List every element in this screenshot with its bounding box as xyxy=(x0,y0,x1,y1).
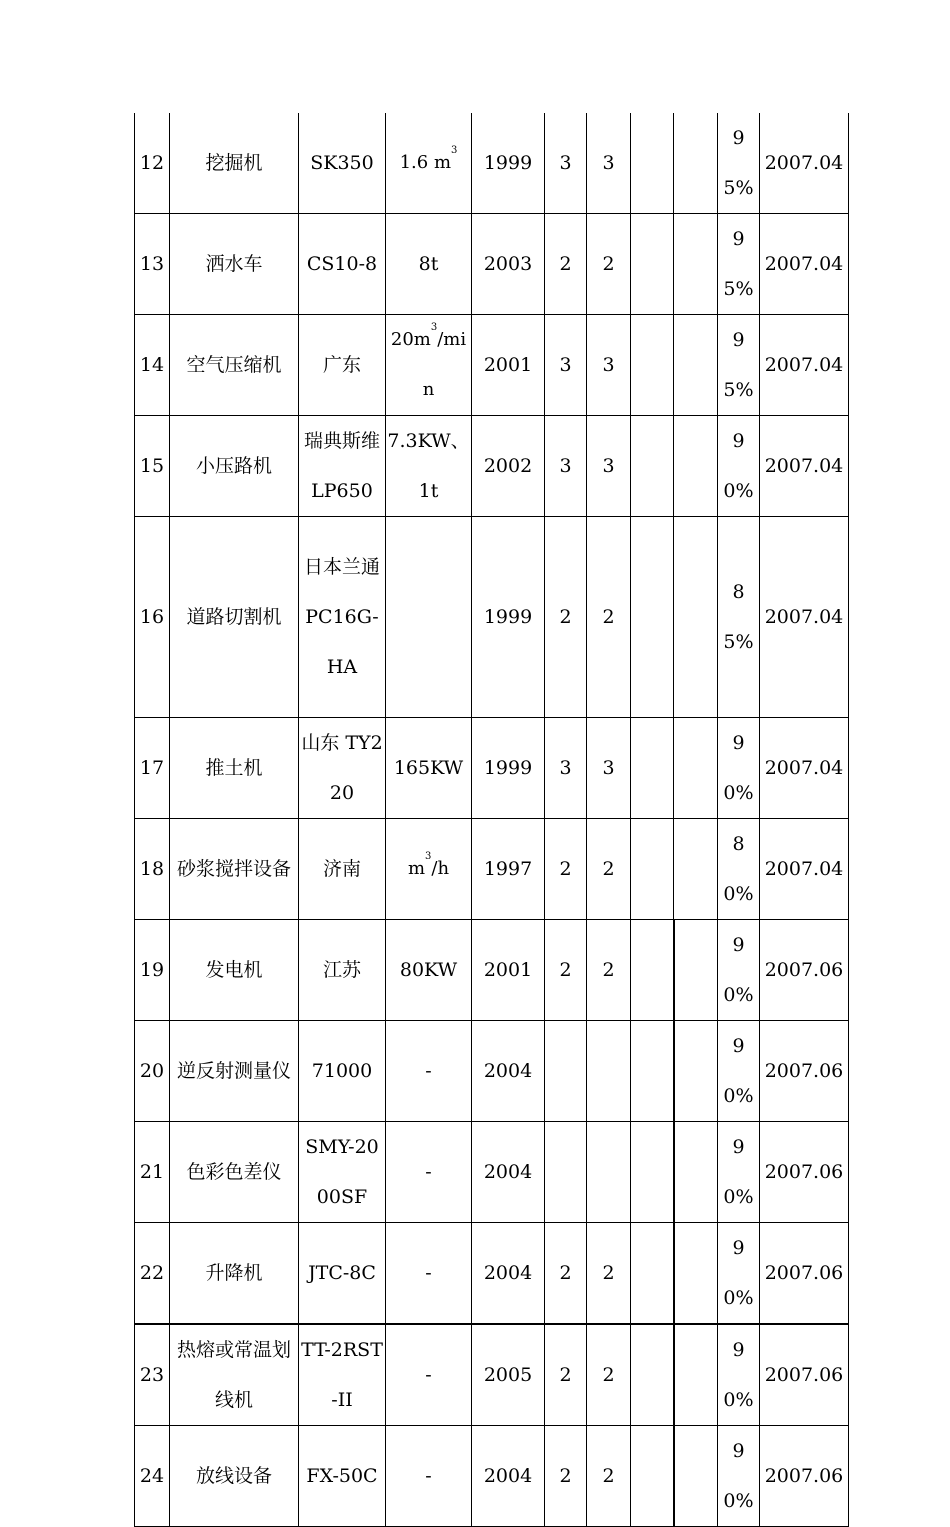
empty-cell xyxy=(674,1021,718,1122)
year: 2004 xyxy=(472,1021,545,1122)
year: 2004 xyxy=(472,1122,545,1223)
condition-rate: 90% xyxy=(718,718,760,819)
year: 1999 xyxy=(472,718,545,819)
model: 瑞典斯维 LP650 xyxy=(299,416,386,517)
empty-cell xyxy=(674,819,718,920)
row-number: 16 xyxy=(135,517,170,718)
equipment-name: 升降机 xyxy=(170,1223,299,1325)
spec: - xyxy=(386,1426,472,1527)
table-row xyxy=(135,1122,849,1223)
year: 1999 xyxy=(472,517,545,718)
quantity-a: 3 xyxy=(545,718,587,819)
condition-rate: 80% xyxy=(718,819,760,920)
spec xyxy=(386,517,472,718)
year: 2001 xyxy=(472,920,545,1021)
table-row xyxy=(135,1021,849,1122)
row-number: 15 xyxy=(135,416,170,517)
condition-rate: 90% xyxy=(718,1324,760,1426)
table-row xyxy=(135,517,849,718)
condition-rate: 85% xyxy=(718,517,760,718)
quantity-b xyxy=(587,1122,631,1223)
empty-cell xyxy=(674,315,718,416)
empty-cell xyxy=(631,416,674,517)
spec: 80KW xyxy=(386,920,472,1021)
date: 2007.06 xyxy=(760,1223,849,1325)
quantity-a: 2 xyxy=(545,1426,587,1527)
model: 江苏 xyxy=(299,920,386,1021)
condition-rate: 90% xyxy=(718,1223,760,1325)
quantity-b xyxy=(587,1021,631,1122)
quantity-b: 2 xyxy=(587,1324,631,1426)
row-number: 22 xyxy=(135,1223,170,1325)
quantity-b: 3 xyxy=(587,718,631,819)
date: 2007.04 xyxy=(760,819,849,920)
year: 2004 xyxy=(472,1223,545,1325)
table-row xyxy=(135,315,849,416)
equipment-name: 砂浆搅拌设备 xyxy=(170,819,299,920)
date: 2007.06 xyxy=(760,920,849,1021)
model: 济南 xyxy=(299,819,386,920)
equipment-name: 发电机 xyxy=(170,920,299,1021)
equipment-table xyxy=(134,113,849,1527)
spec: 1.6 $m^3$ xyxy=(386,113,472,214)
empty-cell xyxy=(631,1122,674,1223)
quantity-b: 2 xyxy=(587,517,631,718)
row-number: 20 xyxy=(135,1021,170,1122)
year: 2002 xyxy=(472,416,545,517)
condition-rate: 95% xyxy=(718,214,760,315)
equipment-name: 挖掘机 xyxy=(170,113,299,214)
quantity-b: 2 xyxy=(587,214,631,315)
empty-cell xyxy=(674,718,718,819)
empty-cell xyxy=(674,517,718,718)
date: 2007.04 xyxy=(760,718,849,819)
quantity-a: 2 xyxy=(545,819,587,920)
condition-rate: 90% xyxy=(718,1426,760,1527)
date: 2007.04 xyxy=(760,315,849,416)
quantity-a xyxy=(545,1122,587,1223)
empty-cell xyxy=(631,718,674,819)
empty-cell xyxy=(674,1426,718,1527)
condition-rate: 95% xyxy=(718,113,760,214)
quantity-b: 2 xyxy=(587,1426,631,1527)
row-number: 18 xyxy=(135,819,170,920)
model: JTC-8C xyxy=(299,1223,386,1325)
spec: - xyxy=(386,1021,472,1122)
quantity-a: 2 xyxy=(545,920,587,1021)
table-row xyxy=(135,214,849,315)
model: SMY-2000SF xyxy=(299,1122,386,1223)
empty-cell xyxy=(631,1426,674,1527)
empty-cell xyxy=(674,416,718,517)
equipment-name: 放线设备 xyxy=(170,1426,299,1527)
row-number: 17 xyxy=(135,718,170,819)
year: 2005 xyxy=(472,1324,545,1426)
table-row xyxy=(135,1324,849,1426)
equipment-name: 热熔或常温划线机 xyxy=(170,1324,299,1426)
condition-rate: 90% xyxy=(718,1021,760,1122)
quantity-b: 2 xyxy=(587,819,631,920)
empty-cell xyxy=(674,1122,718,1223)
year: 2003 xyxy=(472,214,545,315)
date: 2007.06 xyxy=(760,1426,849,1527)
condition-rate: 90% xyxy=(718,920,760,1021)
equipment-name: 空气压缩机 xyxy=(170,315,299,416)
empty-cell xyxy=(631,214,674,315)
spec: 8t xyxy=(386,214,472,315)
empty-cell xyxy=(631,517,674,718)
quantity-a: 3 xyxy=(545,113,587,214)
model: SK350 xyxy=(299,113,386,214)
empty-cell xyxy=(631,1223,674,1325)
spec: 7.3KW、1t xyxy=(386,416,472,517)
year: 1997 xyxy=(472,819,545,920)
equipment-name: 色彩色差仪 xyxy=(170,1122,299,1223)
equipment-name: 小压路机 xyxy=(170,416,299,517)
model: 山东 TY220 xyxy=(299,718,386,819)
table-row xyxy=(135,920,849,1021)
date: 2007.04 xyxy=(760,416,849,517)
spec: - xyxy=(386,1324,472,1426)
row-number: 13 xyxy=(135,214,170,315)
quantity-b: 3 xyxy=(587,315,631,416)
model: TT-2RST-II xyxy=(299,1324,386,1426)
quantity-b: 3 xyxy=(587,113,631,214)
table-row xyxy=(135,113,849,214)
quantity-a: 2 xyxy=(545,214,587,315)
model: FX-50C xyxy=(299,1426,386,1527)
empty-cell xyxy=(631,113,674,214)
empty-cell xyxy=(674,1324,718,1426)
model: 71000 xyxy=(299,1021,386,1122)
model: 日本兰通 PC16G-HA xyxy=(299,517,386,718)
equipment-name: 推土机 xyxy=(170,718,299,819)
year: 2004 xyxy=(472,1426,545,1527)
spec: - xyxy=(386,1122,472,1223)
quantity-a: 2 xyxy=(545,1223,587,1325)
date: 2007.04 xyxy=(760,214,849,315)
empty-cell xyxy=(631,920,674,1021)
table-row xyxy=(135,1426,849,1527)
condition-rate: 95% xyxy=(718,315,760,416)
year: 2001 xyxy=(472,315,545,416)
quantity-b: 3 xyxy=(587,416,631,517)
model: 广东 xyxy=(299,315,386,416)
date: 2007.04 xyxy=(760,517,849,718)
spec: - xyxy=(386,1223,472,1325)
row-number: 12 xyxy=(135,113,170,214)
empty-cell xyxy=(631,1324,674,1426)
quantity-a: 2 xyxy=(545,517,587,718)
quantity-b: 2 xyxy=(587,1223,631,1325)
empty-cell xyxy=(631,1021,674,1122)
spec: $m^3/h$ xyxy=(386,819,472,920)
condition-rate: 90% xyxy=(718,416,760,517)
table-row xyxy=(135,416,849,517)
empty-cell xyxy=(674,920,718,1021)
row-number: 14 xyxy=(135,315,170,416)
empty-cell xyxy=(631,315,674,416)
empty-cell xyxy=(631,819,674,920)
row-number: 24 xyxy=(135,1426,170,1527)
equipment-name: 逆反射测量仪 xyxy=(170,1021,299,1122)
date: 2007.06 xyxy=(760,1122,849,1223)
spec: 165KW xyxy=(386,718,472,819)
empty-cell xyxy=(674,214,718,315)
quantity-b: 2 xyxy=(587,920,631,1021)
table-row xyxy=(135,1223,849,1325)
quantity-a: 3 xyxy=(545,315,587,416)
empty-cell xyxy=(674,1223,718,1325)
table-row xyxy=(135,718,849,819)
empty-cell xyxy=(674,113,718,214)
date: 2007.06 xyxy=(760,1021,849,1122)
quantity-a: 2 xyxy=(545,1324,587,1426)
equipment-name: 道路切割机 xyxy=(170,517,299,718)
date: 2007.04 xyxy=(760,113,849,214)
quantity-a: 3 xyxy=(545,416,587,517)
spec: $20m^3/\min$ xyxy=(386,315,472,416)
row-number: 23 xyxy=(135,1324,170,1426)
row-number: 21 xyxy=(135,1122,170,1223)
date: 2007.06 xyxy=(760,1324,849,1426)
quantity-a xyxy=(545,1021,587,1122)
condition-rate: 90% xyxy=(718,1122,760,1223)
model: CS10-8 xyxy=(299,214,386,315)
row-number: 19 xyxy=(135,920,170,1021)
table-row xyxy=(135,819,849,920)
equipment-name: 洒水车 xyxy=(170,214,299,315)
year: 1999 xyxy=(472,113,545,214)
